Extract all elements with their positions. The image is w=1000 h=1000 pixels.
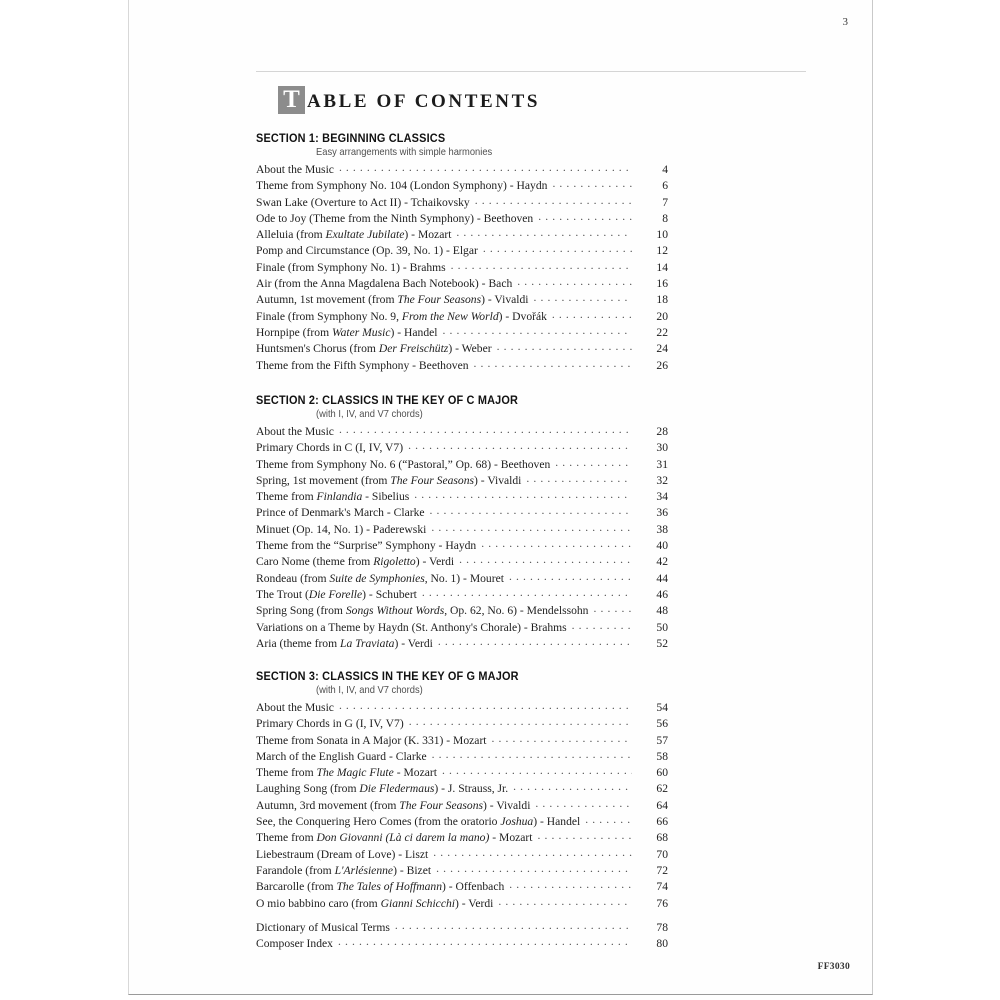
toc-entry[interactable] (256, 538, 668, 554)
toc-leader-dots (338, 937, 632, 947)
toc-leader-dots (572, 621, 632, 631)
toc-entry-page: 42 (656, 555, 668, 569)
toc-leader-dots (432, 750, 632, 760)
toc-leader-dots (414, 490, 632, 500)
toc-leader-dots (443, 326, 633, 336)
toc-entry[interactable] (256, 489, 668, 505)
toc-entry-page: 60 (656, 766, 668, 780)
toc-entry[interactable] (256, 276, 668, 292)
toc-entry[interactable] (256, 195, 668, 211)
toc-entry-page: 80 (656, 937, 668, 951)
toc-leader-dots (509, 572, 632, 582)
toc-entry-page: 30 (656, 441, 668, 455)
toc-entry[interactable] (256, 325, 668, 341)
page-title (278, 86, 540, 114)
toc-leader-dots (339, 425, 632, 435)
toc-leader-dots (433, 848, 632, 858)
toc-section-subtitle: (with I, IV, and V7 chords) (316, 409, 423, 420)
toc-entry-title: Aria (theme from La Traviata) - Verdi (256, 636, 433, 650)
toc-entry[interactable] (256, 896, 668, 912)
toc-entry[interactable] (256, 440, 668, 456)
toc-leader-dots (436, 864, 632, 874)
toc-section-heading: SECTION 3: CLASSICS IN THE KEY OF G MAJOR (256, 669, 519, 683)
toc-entry-title: Swan Lake (Overture to Act II) - Tchaikovsky (256, 195, 470, 209)
toc-entry[interactable] (256, 211, 668, 227)
toc-entry-title: The Trout (Die Forelle) - Schubert (256, 587, 417, 601)
toc-entry[interactable] (256, 847, 668, 863)
toc-entry[interactable] (256, 879, 668, 895)
toc-leader-dots (498, 897, 632, 907)
toc-entry-page: 44 (656, 571, 668, 585)
toc-entry-page: 20 (656, 309, 668, 323)
toc-leader-dots (497, 342, 632, 352)
header-rule (256, 71, 806, 72)
toc-entry[interactable] (256, 309, 668, 325)
toc-leader-dots (492, 734, 632, 744)
toc-entry-page: 12 (656, 244, 668, 258)
toc-leader-dots (430, 506, 632, 516)
toc-entry-page: 26 (656, 358, 668, 372)
toc-entry[interactable] (256, 522, 668, 538)
toc-entry-page: 6 (662, 179, 668, 193)
toc-section-subtitle: (with I, IV, and V7 chords) (316, 685, 423, 696)
toc-entry[interactable] (256, 798, 668, 814)
toc-entry-title: Theme from Symphony No. 6 (“Pastoral,” Op. 68) - Beethoven (256, 457, 551, 471)
toc-entry-page: 70 (656, 847, 668, 861)
toc-leader-dots (538, 831, 633, 841)
page-number: 3 (842, 16, 848, 28)
toc-entry[interactable] (256, 781, 668, 797)
toc-leader-dots (456, 228, 632, 238)
toc-entry-page: 36 (656, 506, 668, 520)
toc-leader-dots (408, 441, 632, 451)
toc-leader-dots (409, 717, 632, 727)
toc-entry-title: Hornpipe (from Water Music) - Handel (256, 325, 438, 339)
toc-entry-page: 74 (656, 880, 668, 894)
toc-entry-title: Pomp and Circumstance (Op. 39, No. 1) - Elgar (256, 244, 478, 258)
toc-entry[interactable] (256, 700, 668, 716)
toc-entry-title: O mio babbino caro (from Gianni Schicchi) - Verdi (256, 896, 494, 910)
toc-entry[interactable] (256, 341, 668, 357)
toc-entry-title: Autumn, 3rd movement (from The Four Seasons) - Vivaldi (256, 798, 531, 812)
toc-leader-dots (538, 212, 632, 222)
toc-entry-title: Primary Chords in C (I, IV, V7) (256, 441, 404, 455)
toc-entry-title: Composer Index (256, 937, 333, 951)
toc-entry[interactable] (256, 920, 668, 936)
toc-entry[interactable] (256, 733, 668, 749)
toc-entry-page: 10 (656, 228, 668, 242)
toc-entry-page: 58 (656, 749, 668, 763)
toc-leader-dots (552, 310, 632, 320)
toc-entry-title: Theme from The Magic Flute - Mozart (256, 766, 437, 780)
toc-entry[interactable] (256, 603, 668, 619)
toc-leader-dots (535, 799, 632, 809)
toc-entry[interactable] (256, 830, 668, 846)
toc-leader-dots (339, 701, 632, 711)
toc-entry[interactable] (256, 243, 668, 259)
toc-entry-title: March of the English Guard - Clarke (256, 749, 427, 763)
toc-leader-dots (534, 293, 633, 303)
toc-entry[interactable] (256, 863, 668, 879)
toc-entry-page: 38 (656, 522, 668, 536)
toc-entry-title: Theme from the Fifth Symphony - Beethoven (256, 358, 469, 372)
toc-entry-page: 16 (656, 277, 668, 291)
toc-entry[interactable] (256, 587, 668, 603)
toc-entry-page: 72 (656, 863, 668, 877)
toc-leader-dots (395, 921, 632, 931)
toc-entry-page: 22 (656, 325, 668, 339)
toc-entry-title: Alleluia (from Exultate Jubilate) - Mozart (256, 228, 452, 242)
toc-entry[interactable] (256, 571, 668, 587)
toc-entry-page: 64 (656, 798, 668, 812)
publisher-code: FF3030 (817, 962, 850, 972)
toc-entry[interactable] (256, 505, 668, 521)
toc-entry-title: Ode to Joy (Theme from the Ninth Symphony) - Beethoven (256, 211, 534, 225)
toc-leader-dots (475, 196, 632, 206)
toc-entry-page: 78 (656, 921, 668, 934)
toc-leader-dots (474, 359, 632, 369)
toc-section-heading: SECTION 2: CLASSICS IN THE KEY OF C MAJOR (256, 393, 519, 407)
toc-entry-page: 31 (656, 457, 668, 471)
toc-entry-page: 50 (656, 620, 668, 634)
toc-entry-title: Caro Nome (theme from Rigoletto) - Verdi (256, 555, 455, 569)
toc-entry-page: 4 (662, 163, 668, 176)
toc-entry-title: Liebestraum (Dream of Love) - Liszt (256, 847, 429, 861)
toc-section (256, 131, 668, 374)
toc-section (256, 393, 668, 652)
toc-entry-page: 56 (656, 717, 668, 731)
toc-section (256, 669, 668, 912)
toc-entry[interactable] (256, 424, 668, 440)
toc-entry[interactable] (256, 162, 668, 178)
toc-entry[interactable] (256, 716, 668, 732)
toc-leader-dots (422, 588, 632, 598)
toc-entry[interactable] (256, 636, 668, 652)
toc-entry-title: Theme from Finlandia - Sibelius (256, 490, 410, 504)
toc-entry-title: Primary Chords in G (I, IV, V7) (256, 717, 404, 731)
toc-entry-title: Farandole (from L'Arlésienne) - Bizet (256, 863, 432, 877)
toc-leader-dots (451, 261, 632, 271)
toc-leader-dots (431, 523, 632, 533)
toc-entry-title: Rondeau (from Suite de Symphonies, No. 1) - Mouret (256, 571, 504, 585)
toc-leader-dots (526, 474, 632, 484)
toc-entry[interactable] (256, 749, 668, 765)
toc-entry[interactable] (256, 814, 668, 830)
toc-entry-title: See, the Conquering Hero Comes (from the oratorio Joshua) - Handel (256, 815, 581, 829)
toc-entry-page: 62 (656, 782, 668, 796)
toc-entry-title: Theme from Sonata in A Major (K. 331) - Mozart (256, 733, 487, 747)
toc-entry-page: 52 (656, 636, 668, 650)
toc-entry-title: Autumn, 1st movement (from The Four Seasons) - Vivaldi (256, 293, 529, 307)
toc-entry-title: Theme from the “Surprise” Symphony - Haydn (256, 539, 477, 553)
toc-entry-title: About the Music (256, 425, 334, 438)
toc-entry[interactable] (256, 457, 668, 473)
toc-entry-page: 46 (656, 587, 668, 601)
toc-entry-title: Variations on a Theme by Haydn (St. Anthony's Chorale) - Brahms (256, 620, 567, 634)
toc-entry-title: About the Music (256, 701, 334, 714)
toc-entry[interactable] (256, 358, 668, 374)
toc-entry-page: 7 (662, 195, 668, 209)
toc-entry-page: 54 (656, 701, 668, 714)
toc-entry-page: 40 (656, 539, 668, 553)
toc-entry-title: Dictionary of Musical Terms (256, 921, 390, 934)
toc-entry[interactable] (256, 765, 668, 781)
toc-entry-title: Finale (from Symphony No. 1) - Brahms (256, 260, 446, 274)
toc-entry-page: 32 (656, 473, 668, 487)
toc-entry[interactable] (256, 473, 668, 489)
toc-back-matter (256, 920, 668, 953)
page-title-text: ABLE OF CONTENTS (307, 91, 541, 112)
toc-leader-dots (339, 163, 632, 173)
toc-entry-page: 57 (656, 733, 668, 747)
toc-entry-page: 8 (662, 211, 668, 225)
toc-leader-dots (459, 555, 632, 565)
toc-entry[interactable] (256, 554, 668, 570)
toc-entry-title: About the Music (256, 163, 334, 176)
drop-cap-letter: T (278, 86, 305, 114)
toc-entry-page: 24 (656, 342, 668, 356)
toc-leader-dots (513, 782, 632, 792)
toc-entry[interactable] (256, 178, 668, 194)
toc-entry-title: Prince of Denmark's March - Clarke (256, 506, 425, 520)
toc-entry-title: Huntsmen's Chorus (from Der Freischütz) - Weber (256, 342, 492, 356)
toc-leader-dots (552, 179, 632, 189)
toc-entry-page: 76 (656, 896, 668, 910)
toc-entry-title: Spring Song (from Songs Without Words, Op. 62, No. 6) - Mendelssohn (256, 604, 589, 618)
toc-entry-page: 18 (656, 293, 668, 307)
toc-leader-dots (442, 766, 632, 776)
toc-entry-title: Spring, 1st movement (from The Four Seasons) - Vivaldi (256, 473, 522, 487)
toc-leader-dots (438, 637, 632, 647)
toc-entry-page: 48 (656, 604, 668, 618)
toc-entry[interactable] (256, 227, 668, 243)
toc-leader-dots (481, 539, 632, 549)
toc-entry-title: Finale (from Symphony No. 9, From the New World) - Dvořák (256, 309, 547, 323)
toc-leader-dots (517, 277, 632, 287)
toc-entry-title: Laughing Song (from Die Fledermaus) - J. Strauss, Jr. (256, 782, 509, 796)
toc-entry[interactable] (256, 292, 668, 308)
toc-entry-title: Theme from Don Giovanni (Là ci darem la mano) - Mozart (256, 831, 533, 845)
toc-entry-title: Minuet (Op. 14, No. 1) - Paderewski (256, 522, 427, 536)
toc-entry-page: 66 (656, 815, 668, 829)
toc-section-heading: SECTION 1: BEGINNING CLASSICS (256, 131, 446, 145)
toc-leader-dots (509, 880, 632, 890)
toc-entry[interactable] (256, 260, 668, 276)
toc-leader-dots (593, 604, 632, 614)
toc-leader-dots (585, 815, 632, 825)
toc-section-subtitle: Easy arrangements with simple harmonies (316, 147, 493, 158)
toc-entry[interactable] (256, 620, 668, 636)
toc-entry-title: Theme from Symphony No. 104 (London Symphony) - Haydn (256, 179, 548, 193)
toc-entry-title: Barcarolle (from The Tales of Hoffmann) - Offenbach (256, 880, 505, 894)
toc-leader-dots (483, 244, 632, 254)
toc-entry-page: 34 (656, 490, 668, 504)
toc-entry-page: 14 (656, 260, 668, 274)
toc-entry-title: Air (from the Anna Magdalena Bach Notebook) - Bach (256, 277, 513, 291)
toc-entry-page: 68 (656, 831, 668, 845)
toc-leader-dots (555, 458, 632, 468)
toc-entry[interactable] (256, 936, 668, 952)
toc-entry-page: 28 (656, 425, 668, 438)
